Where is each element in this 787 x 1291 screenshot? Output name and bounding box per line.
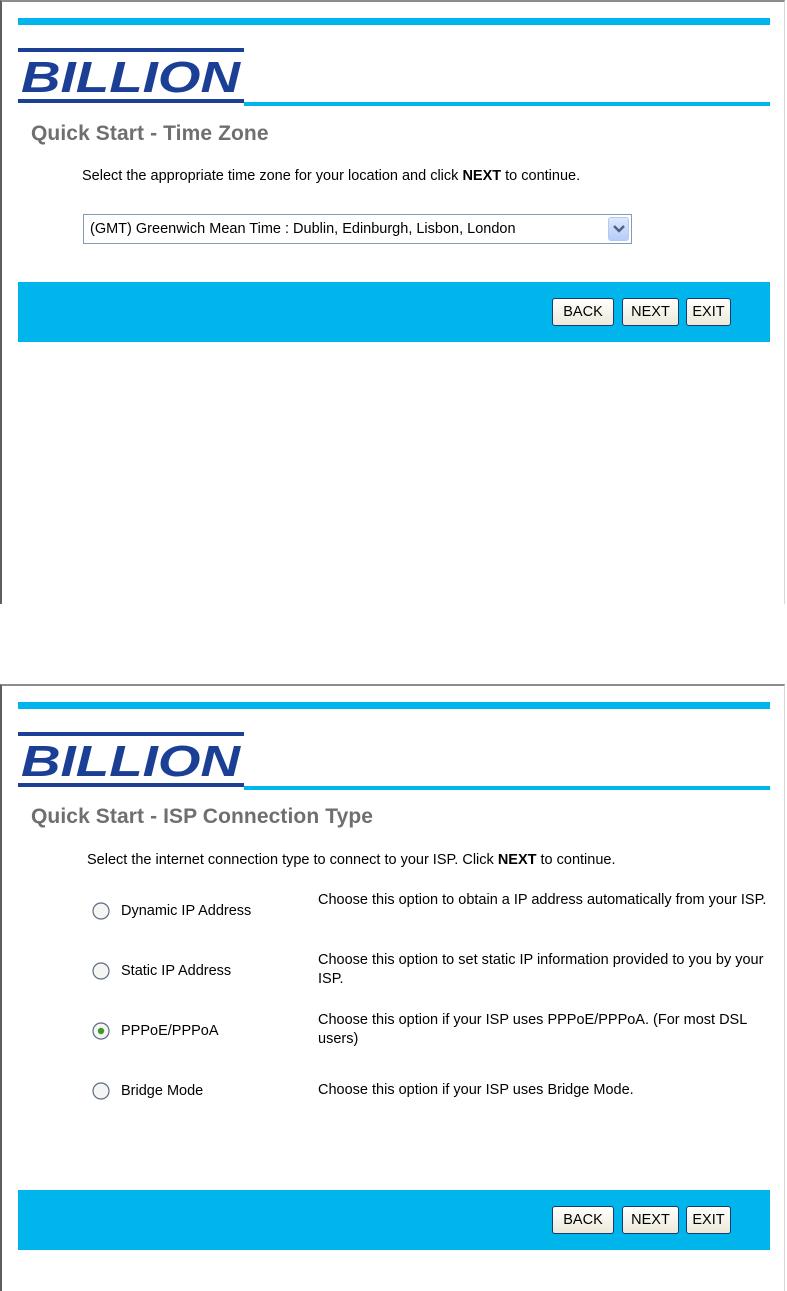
instruction-text: Select the internet connection type to connect to your ISP. Click NEXT to continue.	[87, 852, 616, 868]
option-label: Dynamic IP Address	[121, 903, 252, 919]
instruction-text: Select the appropriate time zone for your location and click NEXT to continue.	[82, 168, 581, 184]
option-description: Choose this option to obtain a IP address automatically from your ISP.	[318, 892, 767, 908]
option-description: Choose this option if your ISP uses PPPoE/PPPoA. (For most DSL users)	[318, 1012, 747, 1047]
page-title: Quick Start - ISP Connection Type	[31, 805, 374, 828]
exit-button[interactable]: EXIT	[686, 298, 731, 326]
page-title: Quick Start - Time Zone	[31, 122, 269, 145]
option-description: Choose this option to set static IP information provided to you by your ISP.	[318, 952, 764, 987]
radio-icon[interactable]	[92, 902, 110, 920]
radio-icon[interactable]	[92, 962, 110, 980]
header-divider	[244, 102, 770, 106]
option-label: Bridge Mode	[121, 1083, 204, 1099]
time-zone-select[interactable]	[83, 214, 632, 244]
button-bar	[18, 1190, 770, 1250]
svg-text:BILLION: BILLION	[21, 53, 242, 102]
radio-icon[interactable]	[92, 1082, 110, 1100]
header-accent-bar	[18, 18, 770, 25]
option-label: Static IP Address	[121, 963, 232, 979]
back-button[interactable]: BACK	[552, 1206, 614, 1234]
option-description: Choose this option if your ISP uses Bridge Mode.	[318, 1082, 634, 1098]
button-bar	[18, 282, 770, 342]
billion-logo	[18, 732, 244, 790]
exit-button[interactable]: EXIT	[686, 1206, 731, 1234]
header-divider	[244, 786, 770, 790]
billion-logo	[18, 48, 244, 106]
isp-connection-panel	[0, 684, 785, 1291]
back-button[interactable]: BACK	[552, 298, 614, 326]
header-accent-bar	[18, 702, 770, 709]
svg-text:BILLION: BILLION	[21, 737, 242, 786]
time-zone-value: (GMT) Greenwich Mean Time : Dublin, Edinburgh, Lisbon, London	[90, 221, 516, 237]
option-label: PPPoE/PPPoA	[121, 1023, 219, 1039]
time-zone-panel	[0, 0, 785, 604]
radio-selected-icon[interactable]	[92, 1022, 110, 1040]
chevron-down-icon[interactable]	[608, 217, 629, 241]
next-button[interactable]: NEXT	[622, 1206, 679, 1234]
next-button[interactable]: NEXT	[622, 298, 679, 326]
